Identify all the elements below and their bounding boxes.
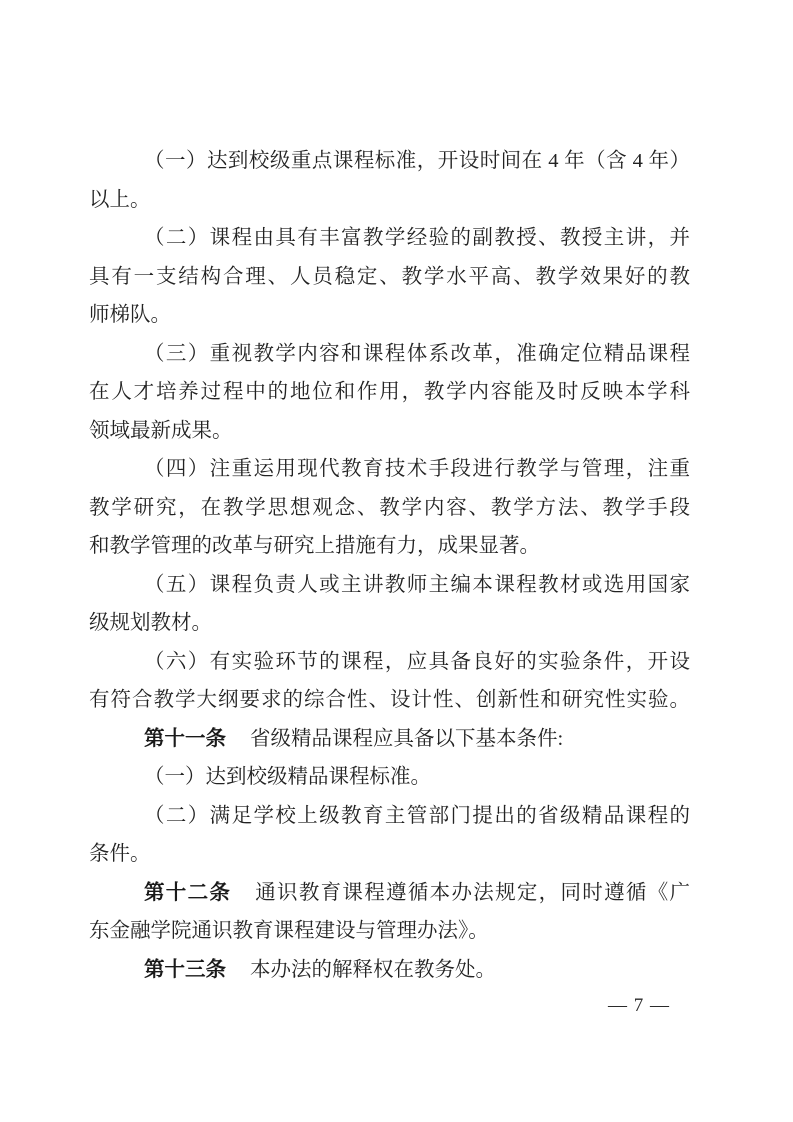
line-text: 通识教育课程遵循本办法规定，同时遵循《广 [255, 881, 690, 904]
line-text: 有符合教学大纲要求的综合性、设计性、创新性和研究性实验。 [89, 689, 690, 711]
document-line [89, 296, 690, 335]
document-line [89, 566, 690, 605]
line-text: （四）注重运用现代教育技术手段进行教学与管理，注重 [144, 458, 690, 480]
line-text: （六）有实验环节的课程，应具备良好的实验条件，开设 [144, 650, 690, 673]
line-text: （五）课程负责人或主讲教师主编本课程教材或选用国家 [144, 573, 690, 596]
document-line [89, 797, 690, 836]
document-body [89, 142, 690, 989]
document-line [89, 643, 690, 682]
line-text: 师梯队。 [89, 304, 171, 326]
line-text: （一）达到校级重点课程标准，开设时间在 4 年（含 4 年） [144, 150, 690, 172]
article-number: 第十一条 [144, 726, 226, 750]
line-text: 在人才培养过程中的地位和作用，教学内容能及时反映本学科 [89, 381, 690, 403]
line-text: 和教学管理的改革与研究上措施有力，成果显著。 [89, 535, 540, 557]
document-line [89, 489, 690, 528]
document-line [89, 258, 690, 297]
line-text: 具有一支结构合理、人员稳定、教学水平高、教学效果好的教 [89, 265, 690, 288]
line-text: 条件。 [89, 843, 151, 865]
document-line [89, 681, 690, 720]
line-text: 省级精品课程应具备以下基本条件: [250, 727, 564, 750]
document-line [89, 412, 690, 451]
line-text: 领域最新成果。 [89, 419, 233, 442]
line-text: （二）课程由具有丰富教学经验的副教授、教授主讲，并 [144, 227, 690, 249]
document-line [89, 912, 690, 951]
line-text: （一）达到校级精品课程标准。 [144, 766, 431, 788]
article-number: 第十三条 [144, 957, 226, 981]
line-text: 教学研究，在教学思想观念、教学内容、教学方法、教学手段 [89, 496, 690, 519]
line-text: 级规划教材。 [89, 612, 212, 634]
document-line-article-13 [89, 951, 690, 990]
document-line [89, 142, 690, 181]
document-line [89, 758, 690, 797]
article-number: 第十二条 [144, 880, 232, 904]
document-line [89, 335, 690, 374]
line-text: 以上。 [89, 188, 151, 211]
line-text: 东金融学院通识教育课程建设与管理办法》。 [89, 920, 489, 942]
document-line-article-11 [89, 720, 690, 759]
document-line [89, 181, 690, 220]
page-number: — 7 — [608, 995, 670, 1016]
document-line [89, 604, 690, 643]
line-text: （三）重视教学内容和课程体系改革，准确定位精品课程 [144, 342, 690, 365]
document-line [89, 835, 690, 874]
document-line [89, 219, 690, 258]
document-line [89, 450, 690, 489]
line-text: 本办法的解释权在教务处。 [250, 958, 496, 981]
document-line-article-12 [89, 874, 690, 913]
line-text: （二）满足学校上级教育主管部门提出的省级精品课程的 [144, 804, 690, 827]
document-line [89, 527, 690, 566]
document-line [89, 373, 690, 412]
